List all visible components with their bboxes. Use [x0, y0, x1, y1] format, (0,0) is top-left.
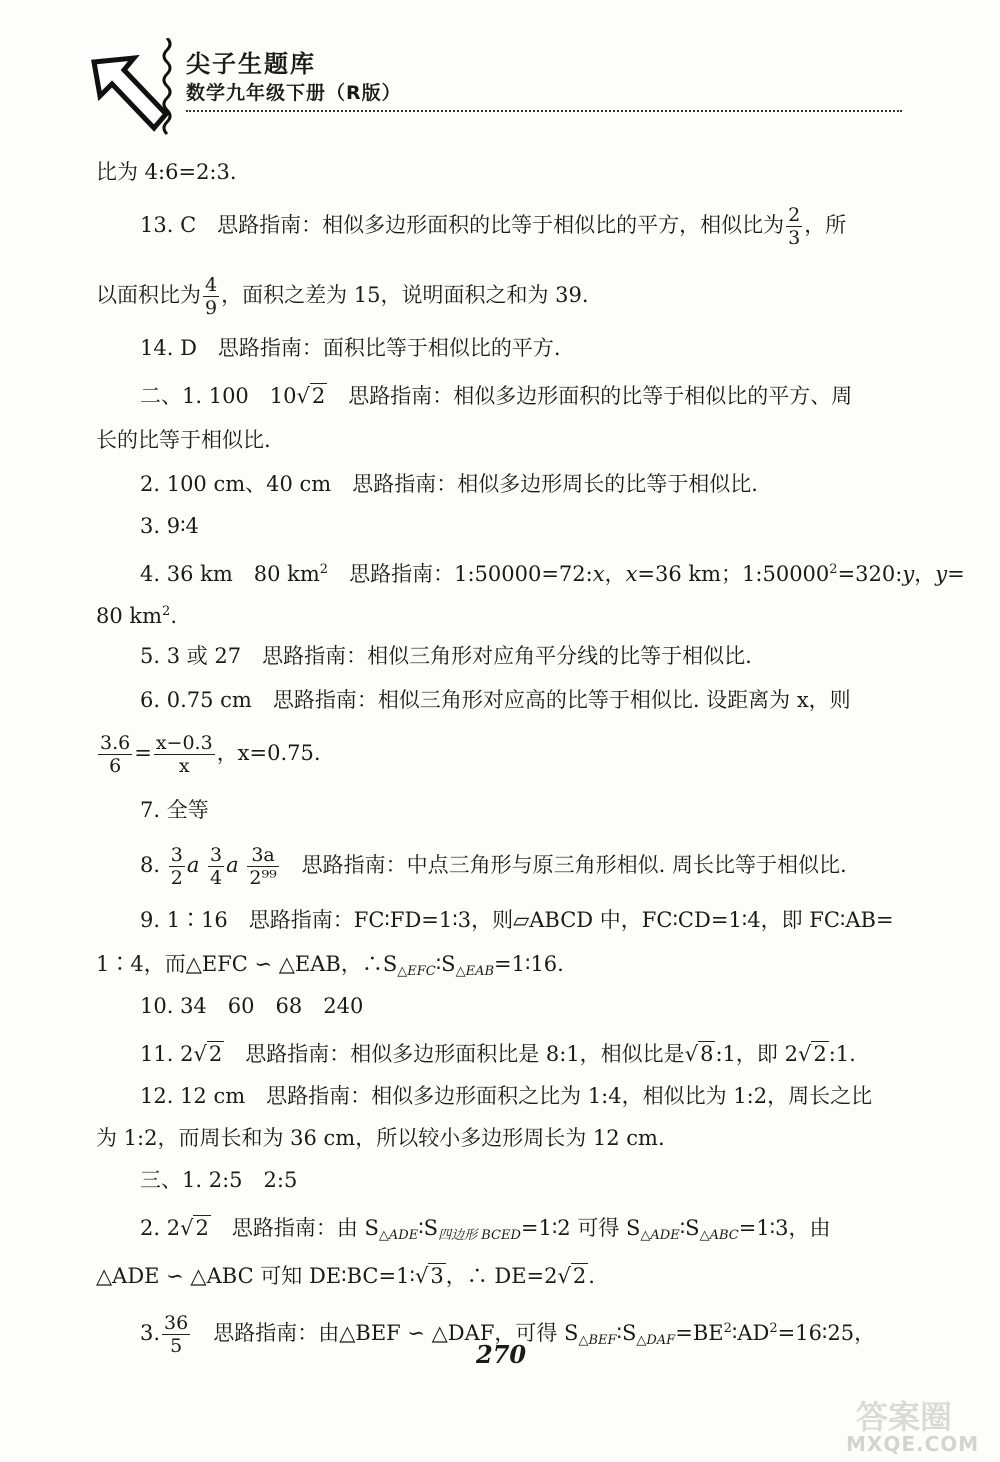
- text-line: 三、1. 2:5 2:5: [140, 1168, 298, 1192]
- text-line: 9. 1∶16 思路指南：FC∶FD=1∶3，则▱ABCD 中，FC∶CD=1∶4，即 FC∶AB=: [140, 908, 894, 932]
- text-line: 2. 100 cm、40 cm 思路指南：相似多边形周长的比等于相似比.: [140, 472, 758, 496]
- text-line: 长的比等于相似比.: [96, 428, 271, 452]
- text-line: 14. D 思路指南：面积比等于相似比的平方.: [140, 336, 561, 360]
- text-line: 3. 9∶4: [140, 514, 199, 538]
- text-line: △ADE ∽ △ABC 可知 DE∶BC=1∶√3，∴ DE=2√2.: [96, 1264, 595, 1288]
- square-root: √3: [414, 1264, 444, 1288]
- page-number: 270: [476, 1340, 527, 1369]
- text-line: 二、1. 100 10√2 思路指南：相似多边形面积的比等于相似比的平方、周: [140, 384, 853, 408]
- square-root: √2: [193, 1042, 223, 1066]
- text-line: 4. 36 km 80 $km^2$ 思路指南：1:50000=72:x，x=36 km；$1:50000^2=320:y$，y=: [140, 562, 965, 586]
- text-line: 7. 全等: [140, 798, 209, 822]
- text-line: 13. C 思路指南：相似多边形面积的比等于相似比的平方，相似比为 $\frac{2}{3}$ ，所: [140, 204, 847, 249]
- text-line: 3. $\frac{36}{5}$ 思路指南：由△BEF ∽ △DAF，可得 $S_{\triangle BEF}∶S_{\triangle DAF}=BE^2∶AD^2=16∶25$，: [140, 1312, 876, 1357]
- square-root: √2: [557, 1264, 587, 1288]
- text-line: 2. 2√2 思路指南：由 $S_{\triangle ADE}∶S_{四边形 BCED}=1∶2$ 可得 $S_{\triangle ADE}∶S_{\triangle ABC}=1∶3$，由: [140, 1216, 831, 1243]
- text-line: 为 1:2，而周长和为 36 cm，所以较小多边形周长为 12 cm.: [96, 1126, 665, 1150]
- text-line: 11. 2√2 思路指南：相似多边形面积比是 8:1，相似比是√8:1，即 2√2:1.: [140, 1042, 856, 1066]
- text-line: 80 $km^2$.: [96, 604, 178, 628]
- watermark-logo: 答案圈: [856, 1398, 953, 1436]
- text-line: 12. 12 cm 思路指南：相似多边形面积之比为 1:4，相似比为 1:2，周长之比: [140, 1084, 873, 1108]
- text-line: 以面积比为 $\frac{4}{9}$ ，面积之差为 15，说明面积之和为 39.: [96, 274, 589, 319]
- text-line: 8. $\frac{3}{2}$ a $\frac{3}{4}$ a $\frac{3a}{\text{2⁹⁹}}$ 思路指南：中点三角形与原三角形相似. 周长比等于相似比.: [140, 844, 847, 889]
- watermark-site: MXQE.COM: [846, 1432, 980, 1456]
- text-line: 比为 4:6=2:3.: [96, 160, 237, 184]
- fraction: $\frac{4}{9}$: [205, 274, 218, 319]
- text-line: 5. 3 或 27 思路指南：相似三角形对应角平分线的比等于相似比.: [140, 644, 752, 668]
- book-subtitle: 数学九年级下册（R版）: [186, 82, 402, 104]
- series-title: 尖子生题库: [186, 50, 316, 78]
- fraction: $\frac{3}{4}$: [210, 844, 223, 889]
- square-root: √8: [684, 1042, 714, 1066]
- text-line: 10. 34 60 68 240: [140, 994, 364, 1018]
- text-line: $\frac{3.6}{6}$ = $\frac{x-0.3}{x}$ ，x=0.75.: [100, 732, 321, 777]
- square-root: √2: [180, 1216, 209, 1240]
- fraction: $\frac{x-0.3}{x}$: [155, 732, 213, 777]
- text-line: 6. 0.75 cm 思路指南：相似三角形对应高的比等于相似比. 设距离为 x，则: [140, 688, 851, 712]
- square-root: √2: [296, 384, 326, 408]
- square-root: √2: [797, 1042, 827, 1066]
- fraction: $\frac{3}{2}$: [170, 844, 183, 889]
- fraction: $\frac{3.6}{6}$: [100, 732, 131, 777]
- fraction: $\frac{2}{3}$: [788, 204, 801, 249]
- fraction: $\frac{3a}{\text{2⁹⁹}}$: [249, 844, 277, 889]
- site-watermark: [846, 1392, 986, 1456]
- text-line: 1∶4，而△EFC ∽ △EAB，$\therefore S_{\triangle EFC}∶S_{\triangle EAB}=1∶16$.: [96, 952, 564, 979]
- fraction: $\frac{36}{5}$: [164, 1312, 189, 1357]
